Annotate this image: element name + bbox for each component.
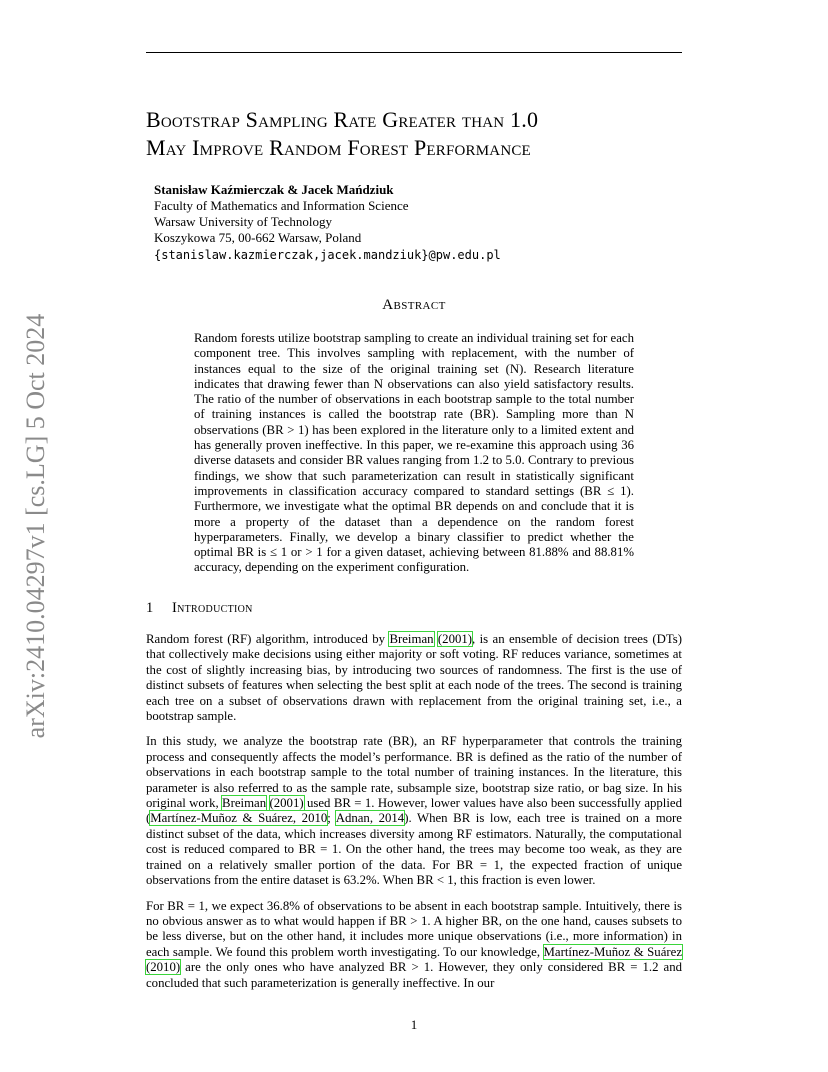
paragraph-1 — [146, 632, 682, 724]
citation-link[interactable]: (2010) — [146, 960, 181, 975]
affiliation-line: Warsaw University of Technology — [154, 214, 332, 229]
arxiv-identifier[interactable]: arXiv:2410.04297v1 [cs.LG] 5 Oct 2024 — [21, 313, 50, 739]
paragraph-text: , is an ensemble of decision trees (DTs) that collectively make decisions using either majority or soft voting. RF reduces variance, sometimes at the cost of slightly increasing bias, by introducing two sources of randomness. The first is the use of distinct subsets of features when selecting the best split at each node of the trees. The second is training each tree on a subset of observations drawn with replacement from the original training set, i.e., a bootstrap sample. — [146, 632, 682, 724]
title-line-1: Bootstrap Sampling Rate Greater than 1.0 — [146, 107, 539, 132]
author-email[interactable]: {stanislaw.kazmierczak,jacek.mandziuk}@pw.edu.pl — [154, 248, 501, 262]
section-body — [146, 632, 682, 1001]
paragraph-text: In this study, we analyze the bootstrap rate (BR), an RF hyperparameter that controls the training process and consequently affects the model’s performance. BR is defined as the ratio of the number of observations in each bootstrap sample to the total number of training instances. In the literature, this parameter is also referred to as the sample rate, subsample size, bootstrap size ratio, or bag size. In his original work, — [146, 734, 682, 811]
section-heading — [146, 600, 253, 617]
paragraph-text: used BR = 1. However, lower values have also been successfully applied ( — [146, 796, 682, 826]
citation-link[interactable]: Martínez-Muñoz & Suárez — [543, 944, 683, 959]
section-title: Introduction — [172, 600, 253, 616]
author-names: Stanisław Kaźmierczak & Jacek Mańdziuk — [154, 182, 394, 197]
paragraph-3 — [146, 899, 682, 991]
page-number: 1 — [410, 1017, 418, 1032]
paragraph-text: For BR = 1, we expect 36.8% of observations to be absent in each bootstrap sample. Intuitively, there is no obvious answer as to what would happen if BR > 1. A higher BR, on the one hand, causes subsets to be less diverse, but on the other hand, it includes more unique observations (i.e., more information) in each sample. We found this problem worth investigating. To our knowledge, — [146, 898, 682, 959]
author-block — [154, 182, 674, 263]
abstract-heading: Abstract — [382, 297, 446, 313]
paragraph-2 — [146, 734, 682, 888]
affiliation-line: Faculty of Mathematics and Information Science — [154, 198, 409, 213]
paper-title — [146, 106, 706, 162]
citation-link[interactable]: Martínez-Muñoz & Suárez, 2010 — [150, 811, 328, 826]
section-number: 1 — [146, 600, 154, 616]
citation-link[interactable]: Adnan, 2014 — [335, 811, 405, 826]
abstract-text: Random forests utilize bootstrap sampling to create an individual training set for each component tree. This involves sampling with replacement, with the number of instances equal to the size of the original training set (N). Research literature indicates that drawing fewer than N observations can also yield satisfactory results. The ratio of the number of observations in each bootstrap sample to the total number of training instances is called the bootstrap rate (BR). Sampling more than N observations (BR > 1) has been explored in the literature only to a limited extent and has generally proven ineffective. In this paper, we re-examine this approach using 36 diverse datasets and consider BR values ranging from 1.2 to 5.0. Contrary to previous findings, we show that such parameterization can result in statistically significant improvements in classification accuracy compared to standard settings (BR ≤ 1). Furthermore, we investigate what the optimal BR depends on and conclude that it is more a property of the dataset than a dependence on the random forest hyperparameters. Finally, we develop a binary classifier to predict whether the optimal BR is ≤ 1 or > 1 for a given dataset, achieving between 81.88% and 88.81% accuracy, depending on the experiment configuration. — [194, 331, 634, 575]
paragraph-text: Random forest (RF) algorithm, introduced by — [146, 632, 390, 646]
paragraph-text: are the only ones who have analyzed BR > 1. However, they only considered BR = 1.2 and concluded that such parameterization is generally ineffective. In our — [146, 960, 682, 990]
citation-link[interactable]: (2001) — [437, 632, 473, 646]
title-line-2: May Improve Random Forest Performance — [146, 135, 531, 160]
affiliation-line: Koszykowa 75, 00-662 Warsaw, Poland — [154, 230, 362, 245]
citation-link[interactable]: Breiman — [222, 796, 267, 811]
citation-link[interactable]: (2001) — [269, 796, 304, 811]
paragraph-text: ; — [327, 811, 336, 826]
paragraph-text: ). When BR is low, each tree is trained on a more distinct subset of the data, which increases diversity among RF estimators. Naturally, the computational cost is reduced compared to BR = 1. On the other hand, the trees may become too weak, as they are trained on a relatively smaller portion of the data. For BR = 1, the expected fraction of unique observations from the entire dataset is 63.2%. When BR < 1, this fraction is even lower. — [146, 811, 682, 888]
citation-link[interactable]: Breiman — [389, 632, 434, 646]
top-rule — [146, 52, 682, 53]
